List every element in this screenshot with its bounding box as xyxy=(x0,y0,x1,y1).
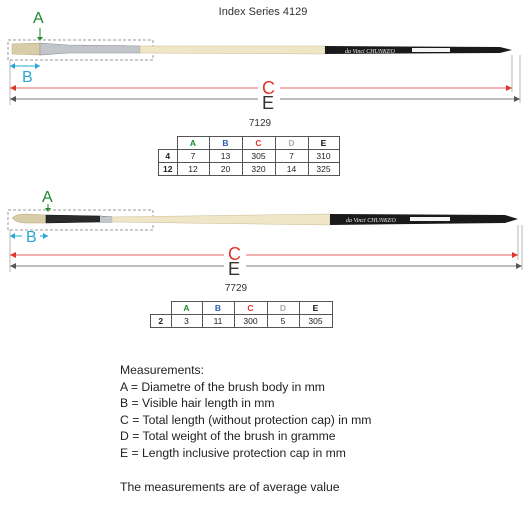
brush-diagram-2 xyxy=(0,180,526,280)
legend-line: C = Total length (without protection cap) in mm xyxy=(120,412,372,427)
table-row xyxy=(151,315,333,328)
cell: 12 xyxy=(177,163,209,176)
spec-table-1 xyxy=(158,136,340,176)
header-a: A xyxy=(171,302,202,315)
bristles xyxy=(12,214,46,223)
page-title: Index Series 4129 xyxy=(218,6,308,18)
handle xyxy=(140,46,325,54)
dim-letter-c: C xyxy=(228,244,241,264)
cell: 3 xyxy=(171,315,202,328)
header-d: D xyxy=(267,302,299,315)
series-number-2: 7729 xyxy=(224,283,248,294)
cell-size: 4 xyxy=(159,150,178,163)
header-b: B xyxy=(209,137,242,150)
header-a: A xyxy=(177,137,209,150)
header-e: E xyxy=(308,137,339,150)
cell: 320 xyxy=(242,163,275,176)
legend-heading: Measurements: xyxy=(120,363,204,377)
dim-letter-e: E xyxy=(228,259,241,279)
dim-letter-b: B xyxy=(26,229,37,246)
legend-line: D = Total weight of the brush in gramme xyxy=(120,429,336,444)
cell: 5 xyxy=(267,315,299,328)
cell: 11 xyxy=(202,315,234,328)
legend-line: A = Diametre of the brush body in mm xyxy=(120,379,325,394)
average-note: The measurements are of average value xyxy=(120,480,340,494)
header-c: C xyxy=(234,302,267,315)
dim-letter-c: C xyxy=(262,78,275,98)
handle xyxy=(112,214,330,225)
cell: 7 xyxy=(177,150,209,163)
cell: 305 xyxy=(299,315,332,328)
dim-letter-a: A xyxy=(33,10,44,27)
measurements-legend xyxy=(120,362,371,462)
series-number-1: 7129 xyxy=(248,118,272,129)
brush-diagram-1 xyxy=(0,0,526,115)
dim-letter-a: A xyxy=(42,189,53,206)
table-row xyxy=(159,163,340,176)
ferrule xyxy=(40,43,140,55)
brand-text: da Vinci CHUNKEO xyxy=(346,218,396,224)
brand-text: da Vinci CHUNKEO xyxy=(345,49,395,55)
cell: 13 xyxy=(209,150,242,163)
cell-size: 2 xyxy=(151,315,172,328)
table-row xyxy=(159,150,340,163)
cell: 14 xyxy=(275,163,308,176)
dim-letter-b: B xyxy=(22,69,33,86)
header-c: C xyxy=(242,137,275,150)
cell: 305 xyxy=(242,150,275,163)
legend-line: E = Length inclusive protection cap in mm xyxy=(120,445,346,460)
header-d: D xyxy=(275,137,308,150)
header-e: E xyxy=(299,302,332,315)
spec-table-2 xyxy=(150,301,333,328)
header-b: B xyxy=(202,302,234,315)
cell: 300 xyxy=(234,315,267,328)
bristles xyxy=(12,43,40,55)
dim-letter-e: E xyxy=(262,93,275,113)
cell: 20 xyxy=(209,163,242,176)
legend-line: B = Visible hair length in mm xyxy=(120,396,275,411)
cell: 7 xyxy=(275,150,308,163)
cell-size: 12 xyxy=(159,163,178,176)
cell: 325 xyxy=(308,163,339,176)
cell: 310 xyxy=(308,150,339,163)
